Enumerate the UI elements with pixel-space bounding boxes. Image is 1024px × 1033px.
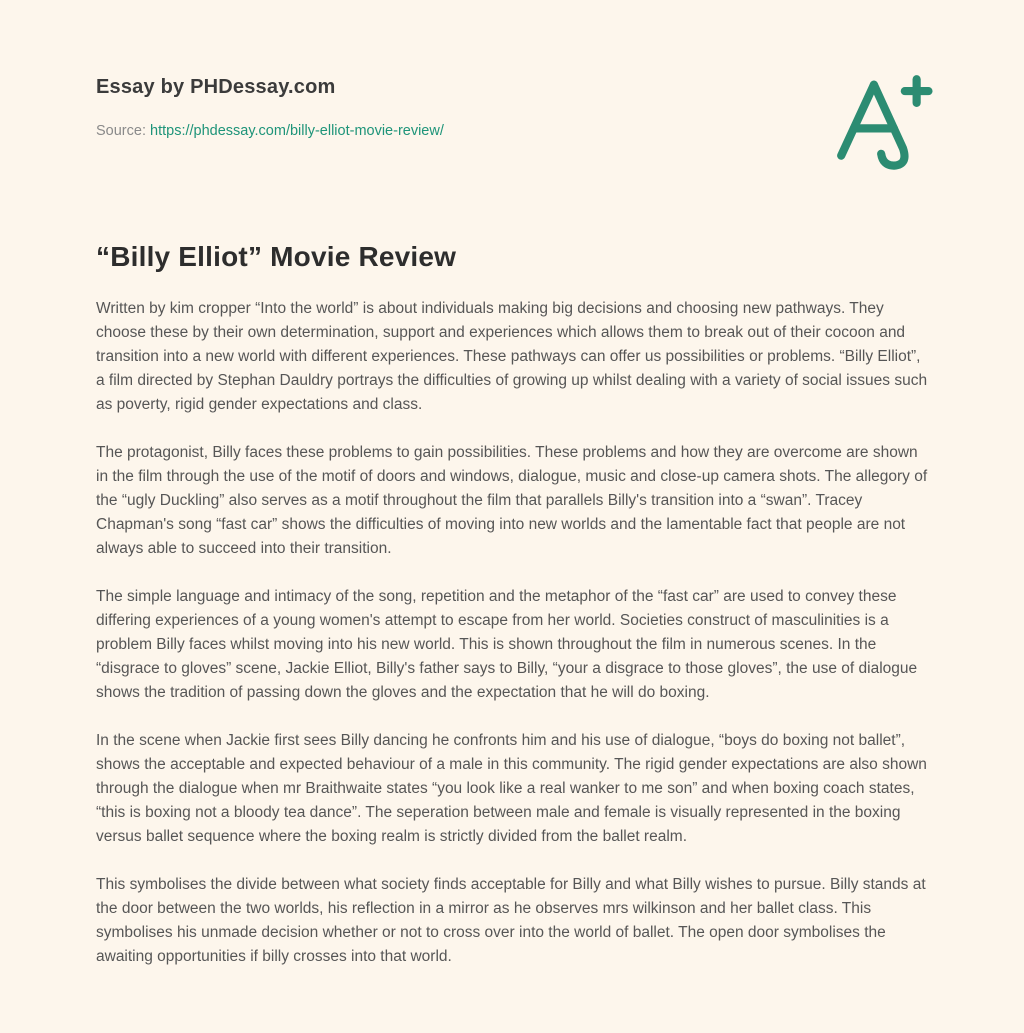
a-plus-logo-icon <box>828 72 938 172</box>
essay-body <box>96 297 928 969</box>
site-title: Essay by PHDessay.com <box>96 76 336 98</box>
essay-paragraph: This symbolises the divide between what society finds acceptable for Billy and what Billy wishes to pursue. Billy stands at the door between the two worlds, his reflection in a mirror as he observes mrs wilkinson and her ballet class. This symbolises his unmade decision whether or not to cross over into the world of ballet. The open door symbolises the awaiting opportunities if billy crosses into that world. <box>96 876 926 966</box>
essay-paragraph: The simple language and intimacy of the song, repetition and the metaphor of the “fast car” are used to convey these differing experiences of a young women's attempt to escape from her world. Societies construct of masculinities is a problem Billy faces whilst moving into his new world. This is shown throughout the film in numerous scenes. In the “disgrace to gloves” scene, Jackie Elliot, Billy's father says to Billy, “your a disgrace to those gloves”, the use of dialogue shows the tradition of passing down the gloves and the expectation that he will do boxing. <box>96 588 918 702</box>
phdessay-logo <box>828 72 938 172</box>
essay-title: “Billy Elliot” Movie Review <box>96 241 457 272</box>
essay-header <box>96 76 928 139</box>
source-label: Source: <box>96 123 146 139</box>
essay-paragraph: The protagonist, Billy faces these problems to gain possibilities. These problems and how they are overcome are shown in the film through the use of the motif of doors and windows, dialogue, music and close-up camera shots. The allegory of the “ugly Duckling” also serves as a motif throughout the film that parallels Billy's transition into a “swan”. Tracey Chapman's song “fast car” shows the difficulties of moving into new worlds and the lamentable fact that people are not always able to succeed into their transition. <box>96 444 928 558</box>
source-link[interactable]: https://phdessay.com/billy-elliot-movie-review/ <box>150 123 444 139</box>
essay-paragraph: In the scene when Jackie first sees Billy dancing he confronts him and his use of dialogue, “boys do boxing not ballet”, shows the acceptable and expected behaviour of a male in this community. The rigid gender expectations are also shown through the dialogue when mr Braithwaite states “you look like a real wanker to me son” and when boxing coach states, “this is boxing not a bloody tea dance”. The seperation between male and female is visually represented in the boxing versus ballet sequence where the boxing realm is strictly divided from the ballet realm. <box>96 732 927 846</box>
source-row <box>96 123 928 139</box>
essay-paragraph: Written by kim cropper “Into the world” is about individuals making big decisions and choosing new pathways. They choose these by their own determination, support and experiences which allows them to break out of their cocoon and transition into a new world with different experiences. These pathways can offer us possibilities or problems. “Billy Elliot”, a film directed by Stephan Dauldry portrays the difficulties of growing up whilst dealing with a variety of social issues such as poverty, rigid gender expectations and class. <box>96 300 928 414</box>
